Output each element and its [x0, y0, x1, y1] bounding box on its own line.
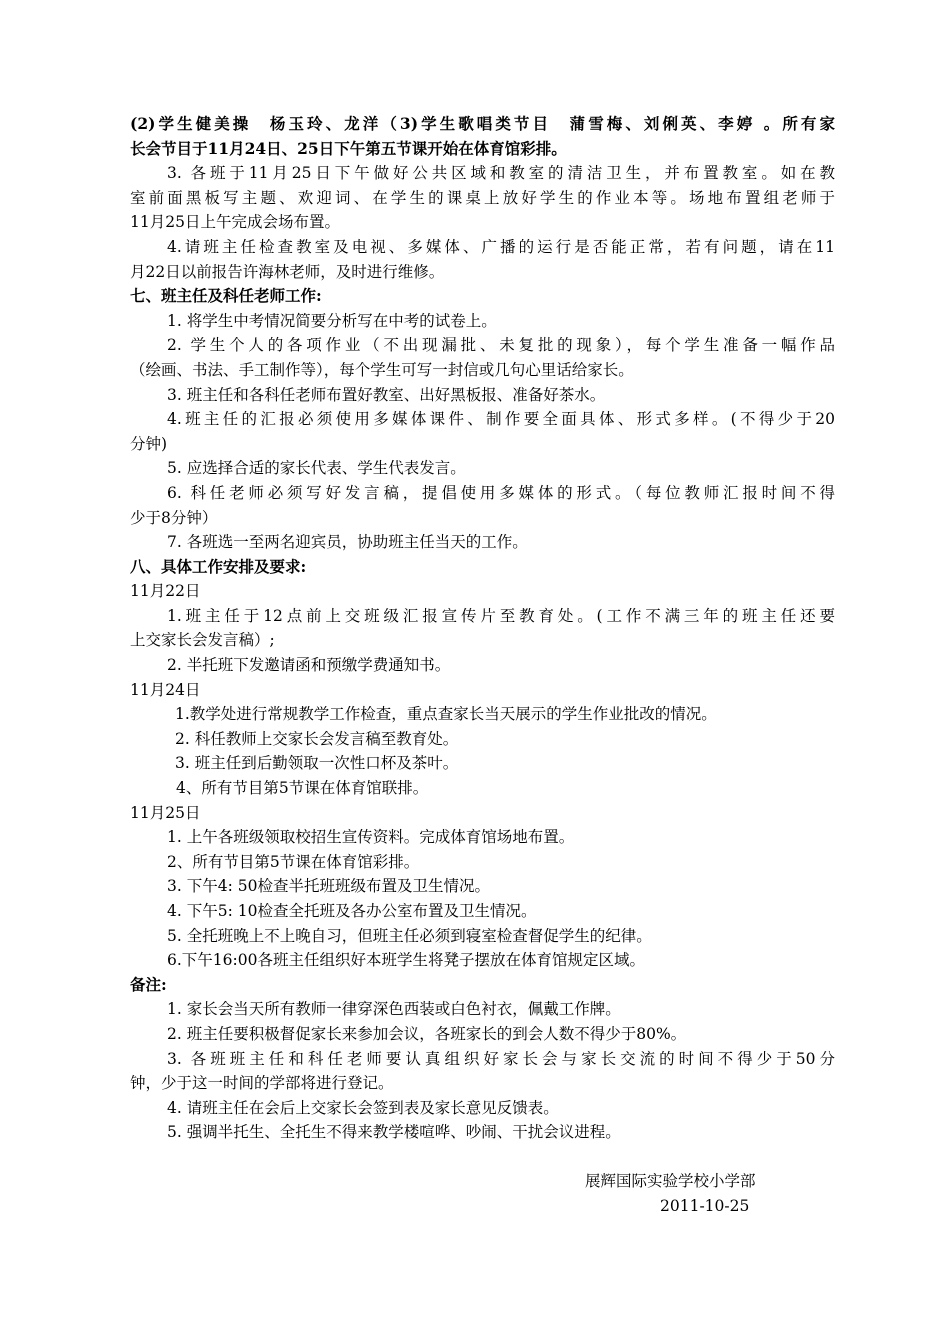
section-heading-8: 八、具体工作安排及要求:: [130, 556, 307, 576]
signature-spacer: [130, 1145, 835, 1169]
date-heading: 11月25日: [130, 803, 201, 822]
text-line: 4、所有节目第5节课在体育馆联排。: [176, 779, 429, 798]
text-line: (2)学生健美操 杨玉玲、龙洋（3)学生歌唱类节目 蒲雪梅、刘俐英、李婷 。所有家: [130, 114, 835, 133]
text-line: 4. 下午5: 10检查全托班及各办公室布置及卫生情况。: [167, 902, 537, 920]
signature-org: 展辉国际实验学校小学部: [585, 1171, 756, 1190]
text-line: 4.请班主任检查教室及电视、多媒体、广播的运行是否能正常，若有问题，请在11: [167, 237, 835, 256]
date-heading: 11月24日: [130, 680, 201, 699]
text-line: （绘画、书法、手工制作等），每个学生可写一封信或几句心里话给家长。: [130, 360, 634, 379]
text-line: 月22日以前报告许海林老师，及时进行维修。: [130, 262, 445, 281]
text-line: 2. 学生个人的各项作业（不出现漏批、未复批的现象），每个学生准备一幅作品: [167, 336, 835, 355]
signature-date: 2011-10-25: [660, 1196, 750, 1215]
text-line: 4. 请班主任在会后上交家长会签到表及家长意见反馈表。: [167, 1098, 559, 1117]
text-line: 5. 全托班晚上不上晚自习，但班主任必须到寝室检查督促学生的纪律。: [167, 926, 652, 945]
text-line: 室前面黑板写主题、欢迎词、在学生的课桌上放好学生的作业本等。场地布置组老师于: [130, 188, 835, 207]
text-line: 1. 将学生中考情况简要分析写在中考的试卷上。: [167, 311, 497, 330]
text-line: 1.教学处进行常规教学工作检查，重点查家长当天展示的学生作业批改的情况。: [175, 705, 717, 724]
document-page: [130, 112, 835, 1218]
text-line: 分钟): [130, 434, 168, 453]
text-line: 钟，少于这一时间的学部将进行登记。: [130, 1074, 394, 1093]
text-line: 3. 下午4: 50检查半托班班级布置及卫生情况。: [167, 877, 490, 896]
text-line: 2、所有节目第5节课在体育馆彩排。: [167, 852, 420, 871]
date-heading: 11月22日: [130, 582, 201, 601]
text-line: 5. 强调半托生、全托生不得来教学楼喧哗、吵闹、干扰会议进程。: [167, 1123, 621, 1142]
text-line: 4.班主任的汇报必须使用多媒体课件、制作要全面具体、形式多样。(不得少于20: [167, 410, 835, 429]
text-line: 3. 班主任和各科任老师布置好教室、出好黑板报、准备好茶水。: [167, 385, 606, 404]
text-line: 2. 班主任要积极督促家长来参加会议，各班家长的到会人数不得少于80%。: [167, 1024, 687, 1043]
text-line: 3. 各班班主任和科任老师要认真组织好家长会与家长交流的时间不得少于50分: [167, 1049, 835, 1068]
section-heading-7: 七、班主任及科任老师工作:: [130, 286, 322, 306]
text-line: 上交家长会发言稿）;: [130, 631, 275, 650]
text-line: 1. 上午各班级领取校招生宣传资料。完成体育馆场地布置。: [167, 828, 575, 847]
text-line: 6.下午16:00各班主任组织好本班学生将凳子摆放在体育馆规定区域。: [167, 951, 645, 970]
text-line: 7. 各班选一至两名迎宾员，协助班主任当天的工作。: [167, 533, 528, 552]
text-line: 长会节目于11月24日、25日下午第五节课开始在体育馆彩排。: [130, 138, 567, 158]
text-line: 3. 各班于11月25日下午做好公共区域和教室的清洁卫生，并布置教室。如在教: [167, 164, 835, 183]
text-line: 少于8分钟）: [130, 508, 218, 527]
text-line: 2. 科任教师上交家长会发言稿至教育处。: [175, 729, 459, 748]
text-line: 1. 家长会当天所有教师一律穿深色西装或白色衬衣，佩戴工作牌。: [167, 1000, 621, 1019]
text-line: 1.班主任于12点前上交班级汇报宣传片至教育处。(工作不满三年的班主任还要: [167, 606, 835, 625]
notes-heading: 备注:: [130, 974, 167, 994]
text-line: 2. 半托班下发邀请函和预缴学费通知书。: [167, 656, 451, 675]
text-line: 3. 班主任到后勤领取一次性口杯及茶叶。: [175, 754, 459, 773]
text-line: 6. 科任老师必须写好发言稿，提倡使用多媒体的形式。（每位教师汇报时间不得: [167, 483, 835, 502]
text-line: 11月25日上午完成会场布置。: [130, 213, 340, 232]
text-line: 5. 应选择合适的家长代表、学生代表发言。: [167, 459, 466, 478]
